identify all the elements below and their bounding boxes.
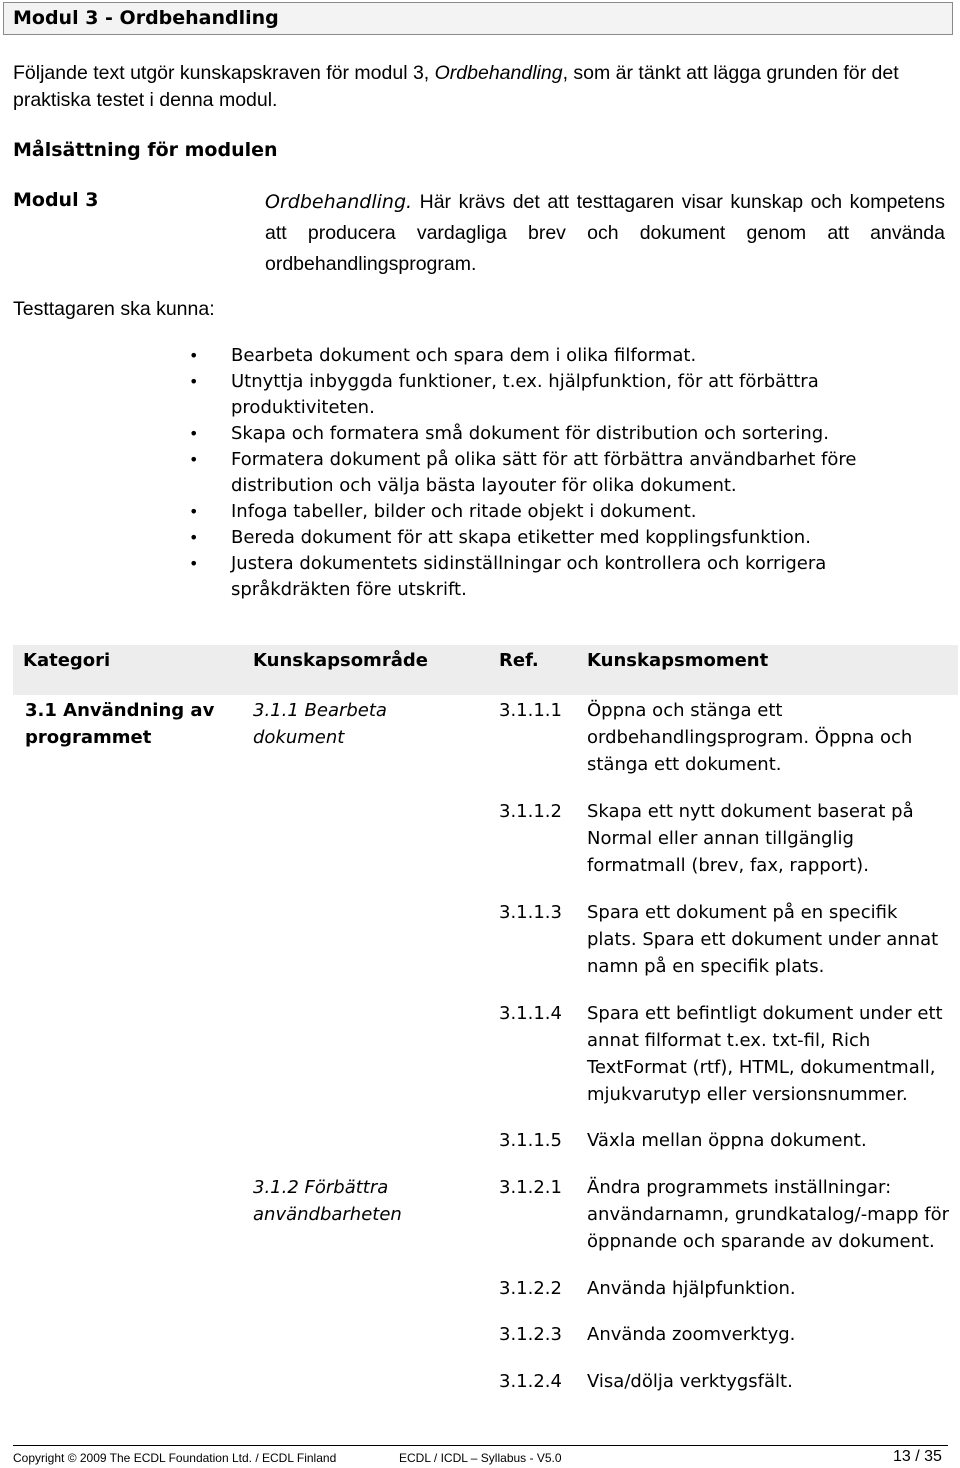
table-ref: 3.1.2.3 xyxy=(499,1324,562,1345)
table-ref: 3.1.1.4 xyxy=(499,1003,562,1024)
header-category: Kategori xyxy=(23,650,111,671)
module-description-text: Här krävs det att testtagaren visar kunskap och kompetens att producera vardagliga brev och dokument genom att använda ordbehandlingsprogram. xyxy=(265,191,945,275)
table-task: Ändra programmets inställningar: användarnamn, grundkatalog/-mapp för öppnande och sparande av dokument. xyxy=(587,1177,950,1252)
goal-item xyxy=(189,551,889,603)
page-number: 13 / 35 xyxy=(893,1448,942,1465)
table-ref: 3.1.2.1 xyxy=(499,1177,562,1198)
footer-syllabus: ECDL / ICDL – Syllabus - V5.0 xyxy=(399,1451,562,1465)
footer-copyright: Copyright © 2009 The ECDL Foundation Ltd. / ECDL Finland xyxy=(13,1451,337,1465)
intro-text-after: , som är tänkt att lägga grunden för det praktiska testet i denna modul. xyxy=(13,62,899,111)
table-task: Öppna och stänga ett ordbehandlingsprogram. Öppna och stänga ett dokument. xyxy=(587,700,913,775)
intro-text-before: Följande text utgör kunskapskraven för modul 3, xyxy=(13,62,435,84)
goal-item xyxy=(189,421,889,447)
goal-text: Skapa och formatera små dokument för distribution och sortering. xyxy=(231,423,829,444)
table-task: Växla mellan öppna dokument. xyxy=(587,1130,867,1151)
bullet-icon: • xyxy=(189,372,199,391)
table-area: 3.1.2 Förbättra användbarheten xyxy=(253,1177,402,1225)
bullet-icon: • xyxy=(189,528,199,547)
bullet-icon: • xyxy=(189,502,199,521)
bullet-icon: • xyxy=(189,424,199,443)
table-task: Använda hjälpfunktion. xyxy=(587,1278,796,1299)
goal-item xyxy=(189,343,889,369)
goal-heading: Målsättning för modulen xyxy=(13,139,278,161)
goal-item xyxy=(189,525,889,551)
table-ref: 3.1.2.2 xyxy=(499,1278,562,1299)
table-ref: 3.1.1.3 xyxy=(499,902,562,923)
page-title: Modul 3 - Ordbehandling xyxy=(3,2,953,35)
module-label: Modul 3 xyxy=(13,189,99,211)
table-ref: 3.1.2.4 xyxy=(499,1371,562,1392)
intro-text-emphasis: Ordbehandling xyxy=(434,62,563,84)
header-task: Kunskapsmoment xyxy=(587,650,769,671)
table-ref: 3.1.1.2 xyxy=(499,801,562,822)
header-ref: Ref. xyxy=(499,650,539,671)
goal-text: Utnyttja inbyggda funktioner, t.ex. hjälpfunktion, för att förbättra produktiviteten. xyxy=(231,371,819,418)
footer-divider xyxy=(13,1445,948,1446)
candidate-label: Testtagaren ska kunna: xyxy=(13,298,215,320)
goal-text: Bereda dokument för att skapa etiketter med kopplingsfunktion. xyxy=(231,527,811,548)
table-task: Spara ett befintligt dokument under ett annat filformat t.ex. txt-fil, Rich TextFormat (rtf), HTML, dokumentmall, mjukvarutyp eller versionsnummer. xyxy=(587,1003,943,1105)
bullet-icon: • xyxy=(189,346,199,365)
module-description-emphasis: Ordbehandling. xyxy=(265,191,413,213)
module-description xyxy=(265,187,945,280)
table-task: Använda zoomverktyg. xyxy=(587,1324,796,1345)
table-task: Spara ett dokument på en specifik plats. Spara ett dokument under annat namn på en specifik plats. xyxy=(587,902,939,977)
goal-text: Bearbeta dokument och spara dem i olika filformat. xyxy=(231,345,697,366)
table-ref: 3.1.1.1 xyxy=(499,700,562,721)
bullet-icon: • xyxy=(189,450,199,469)
goal-item xyxy=(189,369,889,421)
bullet-icon: • xyxy=(189,554,199,573)
goal-item xyxy=(189,499,889,525)
table-header xyxy=(13,645,958,695)
goal-text: Justera dokumentets sidinställningar och kontrollera och korrigera språkdräkten före utskrift. xyxy=(231,553,827,600)
table-task: Skapa ett nytt dokument baserat på Normal eller annan tillgänglig formatmall (brev, fax, rapport). xyxy=(587,801,914,876)
intro-paragraph xyxy=(13,60,948,114)
goal-text: Infoga tabeller, bilder och ritade objekt i dokument. xyxy=(231,501,697,522)
goal-item xyxy=(189,447,889,499)
table-ref: 3.1.1.5 xyxy=(499,1130,562,1151)
goal-text: Formatera dokument på olika sätt för att förbättra användbarhet före distribution och välja bästa layouter för olika dokument. xyxy=(231,449,857,496)
table-task: Visa/dölja verktygsfält. xyxy=(587,1371,793,1392)
table-category: 3.1 Användning av programmet xyxy=(25,700,215,748)
header-area: Kunskapsområde xyxy=(253,650,428,671)
goal-list xyxy=(189,343,889,603)
table-area: 3.1.1 Bearbeta dokument xyxy=(253,700,387,748)
